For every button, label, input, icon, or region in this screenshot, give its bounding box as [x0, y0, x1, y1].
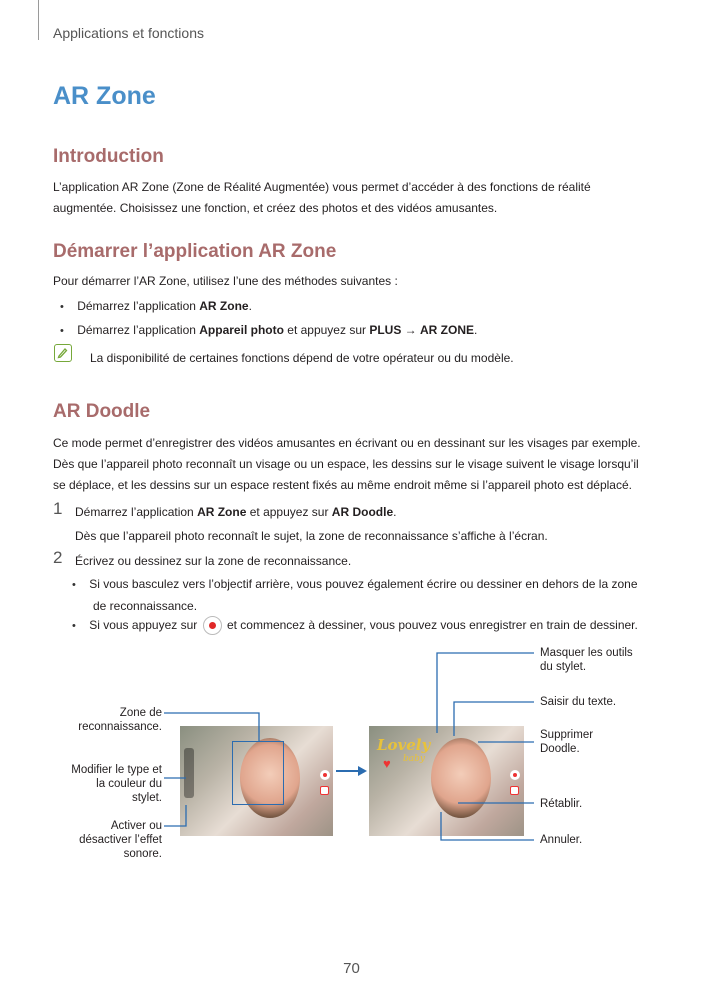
doodle-line-2: Dès que l’appareil photo reconnaît un visage ou un espace, les dessins sur le visage suivent le visage lorsqu’il [53, 457, 639, 471]
baby-face [431, 738, 491, 818]
bullet-icon: • [60, 325, 64, 337]
page-header: Applications et fonctions [53, 25, 204, 41]
step-1-number: 1 [53, 499, 63, 518]
step-2-text: Écrivez ou dessinez sur la zone de reconnaissance. [75, 554, 352, 568]
callout-text: Saisir du texte. [540, 696, 617, 708]
camera-preview-right [369, 726, 524, 836]
header-divider [38, 0, 39, 40]
intro-line-2: augmentée. Choisissez une fonction, et créez des photos et des vidéos amusantes. [53, 201, 498, 215]
step-2-number: 2 [53, 548, 63, 567]
note-pencil-icon [54, 344, 72, 362]
start-heading: Démarrer l’application AR Zone [53, 241, 337, 262]
callout-delete: Supprimer Doodle. [540, 729, 594, 755]
step-1-text: Démarrez l’application AR Zone et appuyez sur AR Doodle. [75, 505, 397, 519]
start-lead: Pour démarrer l’AR Zone, utilisez l’une des méthodes suivantes : [53, 274, 398, 288]
record-button-icon [203, 616, 222, 635]
step-2-bullet-1: • Si vous basculez vers l’objectif arrière, vous pouvez également écrire ou dessiner en dehors de la zone de reconnaissance. [72, 577, 638, 613]
stop-icon[interactable] [320, 786, 329, 795]
heart-doodle-icon: ♥ [383, 756, 391, 771]
start-bullet-2: • Démarrez l’application Appareil photo et appuyez sur PLUS → AR ZONE. [60, 323, 478, 337]
callout-recognition-zone: Zone de reconnaissance. [78, 707, 162, 733]
lovely-doodle-text: Lovely [377, 736, 431, 754]
callout-hide-tools: Masquer les outils du stylet. [540, 647, 633, 673]
callout-redo: Rétablir. [540, 798, 583, 810]
pen-tool-bar[interactable] [184, 748, 194, 798]
doodle-line-3: se déplace, et les dessins sur un espace restent fixés au même endroit même si l’appareil photo est déplacé. [53, 478, 632, 492]
doodle-paragraph [53, 433, 663, 496]
step-2-bullet-2: • Si vous appuyez sur et commencez à dessiner, vous pouvez vous enregistrer en train de dessiner. [72, 615, 672, 637]
bullet-icon: • [60, 301, 64, 313]
doodle-heading: AR Doodle [53, 401, 151, 422]
page-title: AR Zone [53, 82, 156, 110]
page-number: 70 [343, 960, 360, 977]
doodle-line-1: Ce mode permet d’enregistrer des vidéos amusantes en écrivant ou en dessinant sur les visages par exemple. [53, 436, 641, 450]
stop-icon[interactable] [510, 786, 519, 795]
baby-doodle-text: baby [403, 754, 425, 764]
intro-heading: Introduction [53, 146, 164, 167]
arrow-right-icon [334, 764, 368, 778]
intro-paragraph [53, 177, 653, 219]
note-text: La disponibilité de certaines fonctions dépend de votre opérateur ou du modèle. [90, 351, 514, 365]
callout-undo: Annuler. [540, 834, 583, 846]
callout-sound: Activer ou désactiver l’effet sonore. [79, 820, 162, 860]
intro-line-1: L’application AR Zone (Zone de Réalité Augmentée) vous permet d’accéder à des fonctions de réalité [53, 180, 591, 194]
start-bullet-1: • Démarrez l’application AR Zone. [60, 299, 252, 313]
record-icon[interactable] [510, 770, 520, 780]
step-1-subtext: Dès que l’appareil photo reconnaît le sujet, la zone de reconnaissance s’affiche à l’écran. [75, 529, 548, 543]
recognition-zone-frame [232, 741, 284, 805]
record-icon[interactable] [320, 770, 330, 780]
callout-pen-type: Modifier le type et la couleur du stylet. [71, 764, 162, 804]
